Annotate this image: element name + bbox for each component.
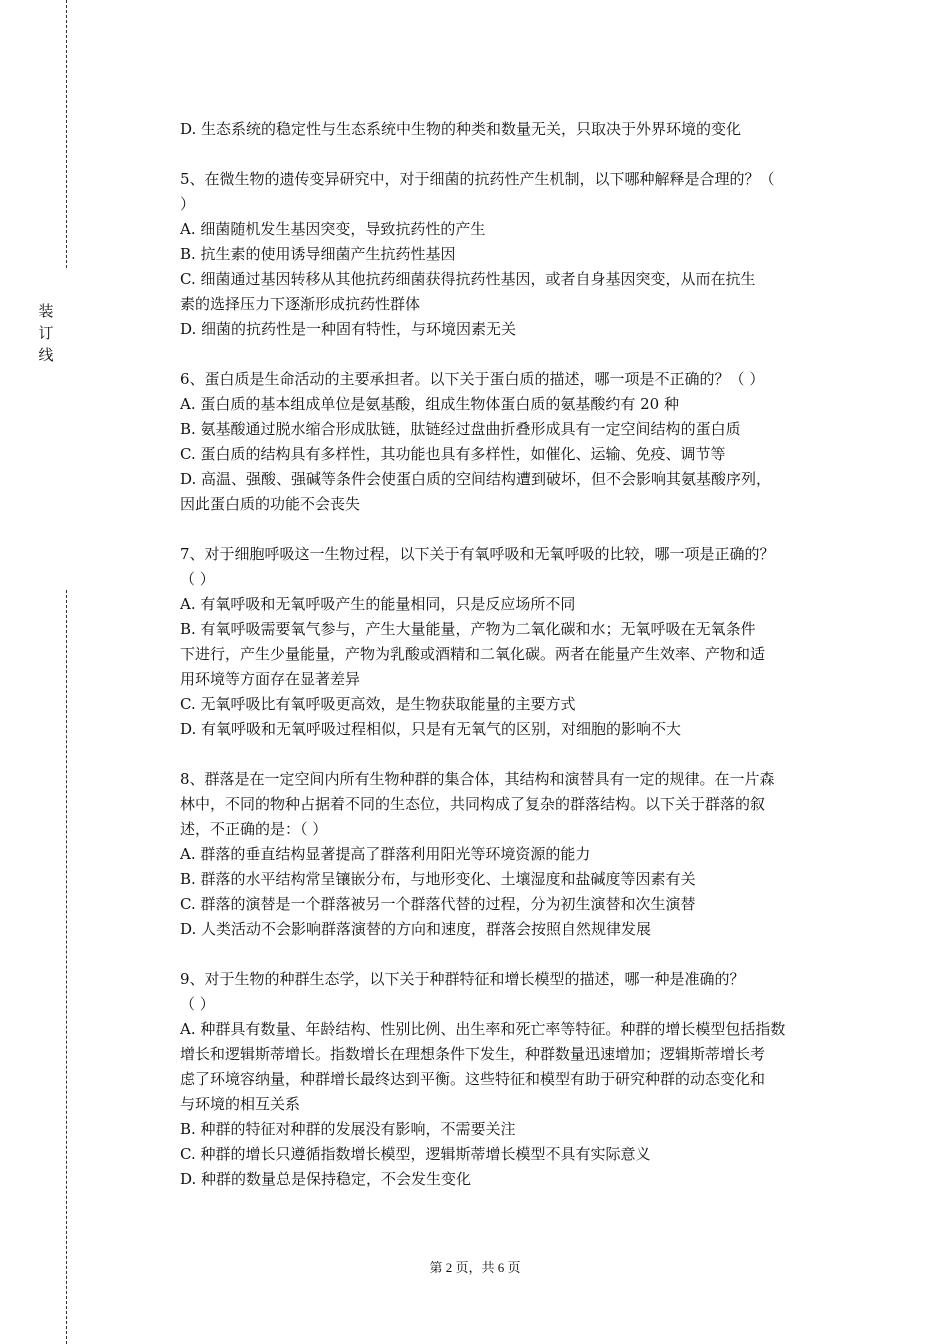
binding-dashed-line-top	[66, 0, 67, 268]
text-line: ）	[180, 195, 196, 213]
text-line: D. 生态系统的稳定性与生态系统中生物的种类和数量无关，只取决于外界环境的变化	[180, 120, 742, 138]
text-line: C. 群落的演替是一个群落被另一个群落代替的过程，分为初生演替和次生演替	[180, 895, 696, 913]
text-line: A. 细菌随机发生基因突变，导致抗药性的产生	[180, 220, 486, 238]
text-line: 增长和逻辑斯蒂增长。指数增长在理想条件下发生，种群数量迅速增加；逻辑斯蒂增长考	[180, 1045, 766, 1063]
binding-label	[36, 300, 56, 366]
binding-char: 订	[38, 324, 54, 342]
text-line: 林中，不同的物种占据着不同的生态位，共同构成了复杂的群落结构。以下关于群落的叙	[180, 795, 766, 813]
text-line: D. 人类活动不会影响群落演替的方向和速度，群落会按照自然规律发展	[180, 920, 652, 938]
text-line: 6、蛋白质是生命活动的主要承担者。以下关于蛋白质的描述，哪一项是不正确的？（ ）	[180, 370, 765, 388]
text-line: A. 种群具有数量、年龄结构、性别比例、出生率和死亡率等特征。种群的增长模型包括指数	[180, 1020, 786, 1038]
paragraph-gap	[180, 742, 840, 767]
text-line: D. 细菌的抗药性是一种固有特性，与环境因素无关	[180, 320, 517, 338]
text-line: （ ）	[180, 995, 215, 1013]
text-line: 9、对于生物的种群生态学，以下关于种群特征和增长模型的描述，哪一种是准确的？	[180, 970, 745, 988]
binding-dashed-line-bottom	[66, 590, 67, 1344]
text-line: 虑了环境容纳量，种群增长最终达到平衡。这些特征和模型有助于研究种群的动态变化和	[180, 1070, 766, 1088]
text-line: D. 高温、强酸、强碱等条件会使蛋白质的空间结构遭到破坏，但不会影响其氨基酸序列，	[180, 470, 772, 488]
binding-char: 装	[38, 302, 54, 320]
text-line: B. 氨基酸通过脱水缩合形成肽链，肽链经过盘曲折叠形成具有一定空间结构的蛋白质	[180, 420, 741, 438]
text-line: C. 蛋白质的结构具有多样性，其功能也具有多样性，如催化、运输、免疫、调节等	[180, 445, 726, 463]
text-line: 下进行，产生少量能量，产物为乳酸或酒精和二氧化碳。两者在能量产生效率、产物和适	[180, 645, 766, 663]
text-line: B. 群落的水平结构常呈镶嵌分布，与地形变化、土壤湿度和盐碱度等因素有关	[180, 870, 696, 888]
page-footer: 第 2 页，共 6 页	[429, 1260, 521, 1275]
text-line: 述，不正确的是：（ ）	[180, 820, 328, 838]
text-line: B. 种群的特征对种群的发展没有影响，不需要关注	[180, 1120, 516, 1138]
text-line: D. 有氧呼吸和无氧呼吸过程相似，只是有无氧气的区别，对细胞的影响不大	[180, 720, 682, 738]
paragraph-gap	[180, 142, 840, 167]
text-line: A. 蛋白质的基本组成单位是氨基酸，组成生物体蛋白质的氨基酸约有 20 种	[180, 395, 679, 413]
paragraph-gap	[180, 942, 840, 967]
paragraph-gap	[180, 517, 840, 542]
paragraph-gap	[180, 342, 840, 367]
text-line: A. 有氧呼吸和无氧呼吸产生的能量相同，只是反应场所不同	[180, 595, 576, 613]
text-line: C. 种群的增长只遵循指数增长模型，逻辑斯蒂增长模型不具有实际意义	[180, 1145, 651, 1163]
text-line: 素的选择压力下逐渐形成抗药性群体	[180, 295, 421, 313]
text-line: B. 抗生素的使用诱导细菌产生抗药性基因	[180, 245, 456, 263]
text-line: B. 有氧呼吸需要氧气参与，产生大量能量，产物为二氧化碳和水；无氧呼吸在无氧条件	[180, 620, 756, 638]
question-content	[180, 117, 840, 1192]
text-line: A. 群落的垂直结构显著提高了群落利用阳光等环境资源的能力	[180, 845, 591, 863]
text-line: D. 种群的数量总是保持稳定，不会发生变化	[180, 1170, 472, 1188]
text-line: 7、对于细胞呼吸这一生物过程，以下关于有氧呼吸和无氧呼吸的比较，哪一项是正确的？	[180, 545, 775, 563]
binding-char: 线	[38, 346, 54, 364]
text-line: 因此蛋白质的功能不会丧失	[180, 495, 361, 513]
text-line: 5、在微生物的遗传变异研究中，对于细菌的抗药性产生机制，以下哪种解释是合理的？（	[180, 170, 775, 188]
text-line: C. 无氧呼吸比有氧呼吸更高效，是生物获取能量的主要方式	[180, 695, 576, 713]
text-line: （ ）	[180, 570, 215, 588]
text-line: C. 细菌通过基因转移从其他抗药细菌获得抗药性基因，或者自身基因突变，从而在抗生	[180, 270, 756, 288]
text-line: 与环境的相互关系	[180, 1095, 301, 1113]
text-line: 用环境等方面存在显著差异	[180, 670, 361, 688]
text-line: 8、群落是在一定空间内所有生物种群的集合体，其结构和演替具有一定的规律。在一片森	[180, 770, 775, 788]
